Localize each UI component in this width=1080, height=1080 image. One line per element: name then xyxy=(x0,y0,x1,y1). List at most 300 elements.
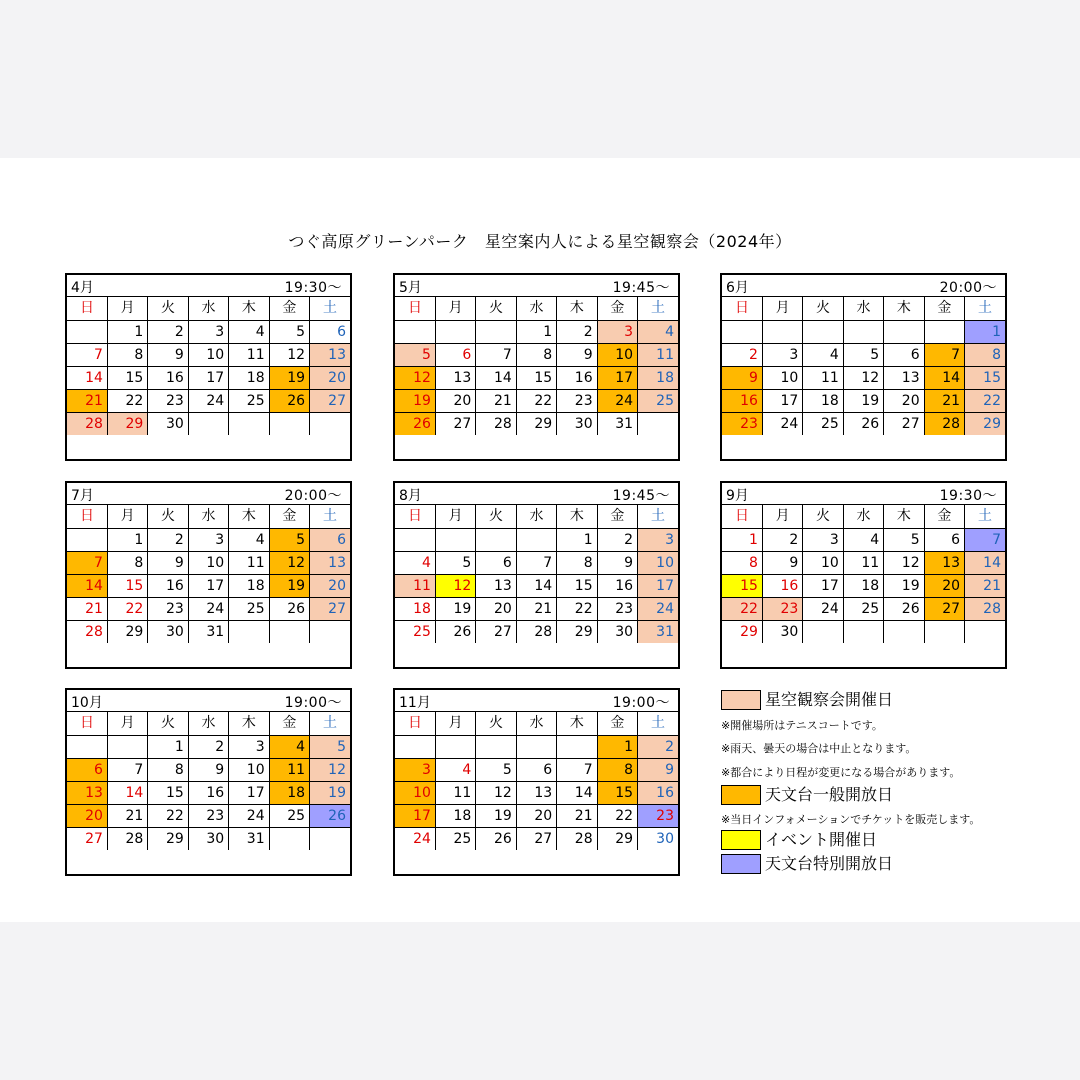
empty-cell xyxy=(762,320,802,343)
empty-cell xyxy=(395,528,435,551)
day-cell: 17 xyxy=(229,781,269,804)
day-cell: 20 xyxy=(310,574,350,597)
week-row xyxy=(395,528,678,551)
day-cell: 27 xyxy=(924,597,964,620)
empty-cell xyxy=(67,735,107,758)
day-cell: 23 xyxy=(148,389,188,412)
weekday-row xyxy=(67,712,350,735)
month-calendar-may xyxy=(393,273,680,461)
weekday-header: 土 xyxy=(310,712,350,735)
weekday-header: 水 xyxy=(188,712,228,735)
month-label: 9月 xyxy=(726,488,749,504)
day-cell: 7 xyxy=(516,551,556,574)
week-row xyxy=(67,735,350,758)
day-grid xyxy=(67,505,350,643)
day-cell: 9 xyxy=(597,551,637,574)
month-label: 6月 xyxy=(726,280,749,296)
day-cell: 29 xyxy=(597,827,637,850)
day-cell: 16 xyxy=(557,366,597,389)
day-cell: 4 xyxy=(803,343,843,366)
weekday-row xyxy=(67,297,350,320)
weekday-header: 土 xyxy=(638,712,678,735)
day-cell: 15 xyxy=(597,781,637,804)
day-cell: 29 xyxy=(148,827,188,850)
week-row xyxy=(722,320,1005,343)
start-time: 20:00〜 xyxy=(284,488,342,504)
legend-note: ※開催場所はテニスコートです。 xyxy=(721,719,883,732)
day-grid xyxy=(67,297,350,435)
week-row xyxy=(67,781,350,804)
weekday-header: 金 xyxy=(597,712,637,735)
month-calendar-jun xyxy=(720,273,1007,461)
day-cell: 16 xyxy=(722,389,762,412)
day-cell: 2 xyxy=(557,320,597,343)
week-row xyxy=(395,758,678,781)
day-cell: 26 xyxy=(395,412,435,435)
month-header xyxy=(67,690,350,712)
day-cell: 13 xyxy=(310,551,350,574)
day-cell: 1 xyxy=(965,320,1005,343)
day-cell: 1 xyxy=(722,528,762,551)
day-cell: 19 xyxy=(476,804,516,827)
start-time: 19:00〜 xyxy=(284,695,342,711)
week-row xyxy=(395,343,678,366)
empty-cell xyxy=(884,620,924,643)
month-label: 8月 xyxy=(399,488,422,504)
day-grid xyxy=(722,297,1005,435)
day-cell: 13 xyxy=(476,574,516,597)
day-cell: 10 xyxy=(395,781,435,804)
week-row xyxy=(722,389,1005,412)
week-row xyxy=(722,528,1005,551)
day-cell: 7 xyxy=(965,528,1005,551)
day-cell: 16 xyxy=(597,574,637,597)
day-cell: 26 xyxy=(884,597,924,620)
day-cell: 23 xyxy=(188,804,228,827)
week-row xyxy=(722,343,1005,366)
day-cell: 27 xyxy=(476,620,516,643)
week-row xyxy=(395,551,678,574)
day-cell: 30 xyxy=(762,620,802,643)
day-cell: 7 xyxy=(476,343,516,366)
day-cell: 23 xyxy=(722,412,762,435)
legend-swatch-observatory-open xyxy=(721,785,761,805)
weekday-header: 日 xyxy=(722,297,762,320)
day-cell: 21 xyxy=(924,389,964,412)
day-grid xyxy=(395,712,678,850)
day-cell: 22 xyxy=(557,597,597,620)
weekday-header: 火 xyxy=(803,297,843,320)
day-cell: 11 xyxy=(435,781,475,804)
day-cell: 19 xyxy=(310,781,350,804)
weekday-header: 月 xyxy=(435,505,475,528)
weekday-header: 木 xyxy=(557,297,597,320)
day-cell: 11 xyxy=(229,343,269,366)
weekday-header: 土 xyxy=(310,297,350,320)
day-cell: 13 xyxy=(67,781,107,804)
day-cell: 18 xyxy=(638,366,678,389)
day-cell: 20 xyxy=(476,597,516,620)
day-cell: 26 xyxy=(310,804,350,827)
legend-label-observatory-special: 天文台特別開放日 xyxy=(765,854,894,873)
empty-cell xyxy=(435,320,475,343)
day-cell: 1 xyxy=(107,528,147,551)
day-cell: 17 xyxy=(395,804,435,827)
day-grid xyxy=(722,505,1005,643)
day-cell: 22 xyxy=(597,804,637,827)
day-cell: 23 xyxy=(597,597,637,620)
day-cell: 11 xyxy=(269,758,309,781)
week-row xyxy=(395,735,678,758)
month-label: 5月 xyxy=(399,280,422,296)
day-cell: 5 xyxy=(884,528,924,551)
week-row xyxy=(395,597,678,620)
day-cell: 8 xyxy=(107,343,147,366)
day-cell: 8 xyxy=(107,551,147,574)
day-cell: 28 xyxy=(557,827,597,850)
day-cell: 9 xyxy=(638,758,678,781)
legend-swatch-event xyxy=(721,830,761,850)
day-cell: 13 xyxy=(435,366,475,389)
month-calendar-apr xyxy=(65,273,352,461)
day-cell: 3 xyxy=(229,735,269,758)
empty-cell xyxy=(884,320,924,343)
day-cell: 17 xyxy=(638,574,678,597)
week-row xyxy=(395,320,678,343)
weekday-header: 水 xyxy=(188,297,228,320)
day-cell: 21 xyxy=(516,597,556,620)
weekday-header: 月 xyxy=(107,505,147,528)
day-cell: 16 xyxy=(148,366,188,389)
day-cell: 14 xyxy=(965,551,1005,574)
day-cell: 9 xyxy=(188,758,228,781)
empty-cell xyxy=(67,528,107,551)
weekday-header: 木 xyxy=(229,505,269,528)
day-cell: 5 xyxy=(395,343,435,366)
weekday-header: 土 xyxy=(638,297,678,320)
month-calendar-aug xyxy=(393,481,680,669)
week-row xyxy=(67,412,350,435)
month-calendar-oct xyxy=(65,688,352,876)
empty-cell xyxy=(638,412,678,435)
day-cell: 29 xyxy=(722,620,762,643)
day-cell: 10 xyxy=(229,758,269,781)
day-cell: 1 xyxy=(557,528,597,551)
month-label: 4月 xyxy=(71,280,94,296)
weekday-row xyxy=(395,297,678,320)
day-cell: 4 xyxy=(638,320,678,343)
day-cell: 8 xyxy=(965,343,1005,366)
day-cell: 7 xyxy=(107,758,147,781)
day-cell: 26 xyxy=(269,389,309,412)
weekday-header: 金 xyxy=(269,505,309,528)
empty-cell xyxy=(516,735,556,758)
day-cell: 29 xyxy=(107,620,147,643)
weekday-header: 月 xyxy=(435,297,475,320)
day-cell: 20 xyxy=(884,389,924,412)
empty-cell xyxy=(516,528,556,551)
day-cell: 1 xyxy=(148,735,188,758)
empty-cell xyxy=(269,412,309,435)
weekday-header: 土 xyxy=(965,297,1005,320)
day-cell: 30 xyxy=(638,827,678,850)
weekday-header: 火 xyxy=(803,505,843,528)
week-row xyxy=(722,597,1005,620)
week-row xyxy=(395,781,678,804)
week-row xyxy=(67,574,350,597)
day-cell: 20 xyxy=(516,804,556,827)
day-cell: 8 xyxy=(722,551,762,574)
day-cell: 22 xyxy=(107,389,147,412)
empty-cell xyxy=(188,412,228,435)
day-cell: 20 xyxy=(310,366,350,389)
day-cell: 27 xyxy=(310,597,350,620)
weekday-header: 水 xyxy=(843,505,883,528)
day-cell: 19 xyxy=(843,389,883,412)
month-header xyxy=(395,275,678,297)
day-cell: 7 xyxy=(924,343,964,366)
week-row xyxy=(67,620,350,643)
day-cell: 25 xyxy=(229,389,269,412)
empty-cell xyxy=(476,528,516,551)
day-cell: 27 xyxy=(516,827,556,850)
day-cell: 19 xyxy=(269,366,309,389)
empty-cell xyxy=(310,827,350,850)
day-cell: 8 xyxy=(557,551,597,574)
weekday-header: 日 xyxy=(67,712,107,735)
day-cell: 5 xyxy=(269,528,309,551)
month-header xyxy=(395,690,678,712)
empty-cell xyxy=(67,320,107,343)
day-cell: 22 xyxy=(107,597,147,620)
day-cell: 22 xyxy=(965,389,1005,412)
empty-cell xyxy=(435,528,475,551)
empty-cell xyxy=(395,735,435,758)
day-cell: 1 xyxy=(597,735,637,758)
empty-cell xyxy=(310,412,350,435)
weekday-header: 日 xyxy=(67,505,107,528)
day-cell: 3 xyxy=(597,320,637,343)
day-cell: 12 xyxy=(843,366,883,389)
weekday-header: 火 xyxy=(476,712,516,735)
day-cell: 18 xyxy=(269,781,309,804)
day-cell: 18 xyxy=(435,804,475,827)
day-cell: 15 xyxy=(148,781,188,804)
empty-cell xyxy=(395,320,435,343)
day-cell: 4 xyxy=(229,320,269,343)
day-cell: 11 xyxy=(843,551,883,574)
weekday-header: 金 xyxy=(924,297,964,320)
weekday-row xyxy=(722,297,1005,320)
empty-cell xyxy=(476,735,516,758)
empty-cell xyxy=(803,320,843,343)
month-header xyxy=(722,275,1005,297)
day-cell: 23 xyxy=(557,389,597,412)
day-cell: 31 xyxy=(638,620,678,643)
day-cell: 7 xyxy=(557,758,597,781)
day-cell: 16 xyxy=(638,781,678,804)
day-cell: 15 xyxy=(107,574,147,597)
day-cell: 13 xyxy=(310,343,350,366)
day-cell: 14 xyxy=(557,781,597,804)
legend-label-event: イベント開催日 xyxy=(765,830,878,849)
day-cell: 2 xyxy=(148,320,188,343)
day-cell: 2 xyxy=(638,735,678,758)
day-cell: 18 xyxy=(843,574,883,597)
day-cell: 25 xyxy=(843,597,883,620)
weekday-header: 水 xyxy=(843,297,883,320)
week-row xyxy=(67,366,350,389)
week-row xyxy=(67,804,350,827)
day-cell: 5 xyxy=(476,758,516,781)
start-time: 19:45〜 xyxy=(612,280,670,296)
day-cell: 8 xyxy=(148,758,188,781)
start-time: 19:30〜 xyxy=(284,280,342,296)
day-cell: 9 xyxy=(148,343,188,366)
day-cell: 10 xyxy=(188,551,228,574)
week-row xyxy=(395,574,678,597)
legend-note: ※当日インフォメーションでチケットを販売します。 xyxy=(721,813,981,826)
legend-label-stargazing: 星空観察会開催日 xyxy=(765,690,894,709)
day-cell: 6 xyxy=(435,343,475,366)
weekday-header: 日 xyxy=(67,297,107,320)
day-cell: 15 xyxy=(965,366,1005,389)
day-cell: 17 xyxy=(762,389,802,412)
day-cell: 22 xyxy=(516,389,556,412)
week-row xyxy=(395,620,678,643)
week-row xyxy=(722,412,1005,435)
month-label: 11月 xyxy=(399,695,431,711)
day-cell: 2 xyxy=(597,528,637,551)
day-cell: 27 xyxy=(435,412,475,435)
empty-cell xyxy=(843,320,883,343)
week-row xyxy=(722,620,1005,643)
day-cell: 29 xyxy=(516,412,556,435)
day-cell: 9 xyxy=(722,366,762,389)
day-cell: 7 xyxy=(67,551,107,574)
weekday-header: 月 xyxy=(762,505,802,528)
day-cell: 21 xyxy=(557,804,597,827)
month-calendar-nov xyxy=(393,688,680,876)
day-cell: 23 xyxy=(762,597,802,620)
day-cell: 25 xyxy=(803,412,843,435)
day-cell: 28 xyxy=(107,827,147,850)
empty-cell xyxy=(269,620,309,643)
day-cell: 10 xyxy=(803,551,843,574)
day-cell: 1 xyxy=(107,320,147,343)
day-cell: 15 xyxy=(107,366,147,389)
weekday-header: 火 xyxy=(148,712,188,735)
empty-cell xyxy=(924,320,964,343)
day-cell: 18 xyxy=(395,597,435,620)
day-cell: 21 xyxy=(67,389,107,412)
day-cell: 3 xyxy=(762,343,802,366)
day-cell: 2 xyxy=(188,735,228,758)
empty-cell xyxy=(843,620,883,643)
day-cell: 11 xyxy=(638,343,678,366)
week-row xyxy=(67,551,350,574)
week-row xyxy=(722,366,1005,389)
start-time: 19:45〜 xyxy=(612,488,670,504)
weekday-header: 日 xyxy=(395,297,435,320)
empty-cell xyxy=(107,735,147,758)
weekday-header: 火 xyxy=(148,505,188,528)
day-cell: 21 xyxy=(476,389,516,412)
weekday-header: 水 xyxy=(516,297,556,320)
day-cell: 4 xyxy=(229,528,269,551)
day-cell: 29 xyxy=(107,412,147,435)
weekday-header: 木 xyxy=(884,505,924,528)
day-cell: 28 xyxy=(476,412,516,435)
weekday-header: 日 xyxy=(722,505,762,528)
month-label: 7月 xyxy=(71,488,94,504)
day-cell: 19 xyxy=(435,597,475,620)
day-cell: 27 xyxy=(310,389,350,412)
week-row xyxy=(67,528,350,551)
weekday-header: 金 xyxy=(597,297,637,320)
weekday-header: 木 xyxy=(229,712,269,735)
day-cell: 3 xyxy=(803,528,843,551)
day-cell: 12 xyxy=(269,551,309,574)
month-label: 10月 xyxy=(71,695,103,711)
day-cell: 5 xyxy=(269,320,309,343)
day-cell: 26 xyxy=(435,620,475,643)
day-cell: 20 xyxy=(435,389,475,412)
day-cell: 14 xyxy=(67,574,107,597)
weekday-header: 月 xyxy=(107,712,147,735)
day-cell: 26 xyxy=(269,597,309,620)
page-title: つぐ高原グリーンパーク 星空案内人による星空観察会（2024年） xyxy=(288,232,792,251)
day-cell: 19 xyxy=(395,389,435,412)
day-cell: 4 xyxy=(435,758,475,781)
empty-cell xyxy=(476,320,516,343)
weekday-header: 土 xyxy=(310,505,350,528)
day-cell: 24 xyxy=(638,597,678,620)
empty-cell xyxy=(803,620,843,643)
legend-label-observatory-open: 天文台一般開放日 xyxy=(765,785,894,804)
day-cell: 18 xyxy=(803,389,843,412)
day-cell: 6 xyxy=(476,551,516,574)
day-cell: 3 xyxy=(395,758,435,781)
day-cell: 21 xyxy=(107,804,147,827)
day-cell: 15 xyxy=(557,574,597,597)
day-cell: 3 xyxy=(638,528,678,551)
legend-note: ※都合により日程が変更になる場合があります。 xyxy=(721,766,961,779)
week-row xyxy=(67,827,350,850)
weekday-header: 日 xyxy=(395,712,435,735)
day-cell: 30 xyxy=(148,412,188,435)
day-cell: 9 xyxy=(762,551,802,574)
week-row xyxy=(395,366,678,389)
day-cell: 12 xyxy=(310,758,350,781)
day-cell: 22 xyxy=(722,597,762,620)
weekday-header: 木 xyxy=(229,297,269,320)
week-row xyxy=(395,389,678,412)
day-cell: 28 xyxy=(67,620,107,643)
day-cell: 26 xyxy=(476,827,516,850)
weekday-row xyxy=(395,712,678,735)
empty-cell xyxy=(557,735,597,758)
weekday-header: 火 xyxy=(476,505,516,528)
week-row xyxy=(67,758,350,781)
day-cell: 4 xyxy=(395,551,435,574)
day-cell: 25 xyxy=(395,620,435,643)
day-cell: 14 xyxy=(107,781,147,804)
day-cell: 14 xyxy=(476,366,516,389)
week-row xyxy=(395,412,678,435)
week-row xyxy=(722,551,1005,574)
day-cell: 4 xyxy=(843,528,883,551)
